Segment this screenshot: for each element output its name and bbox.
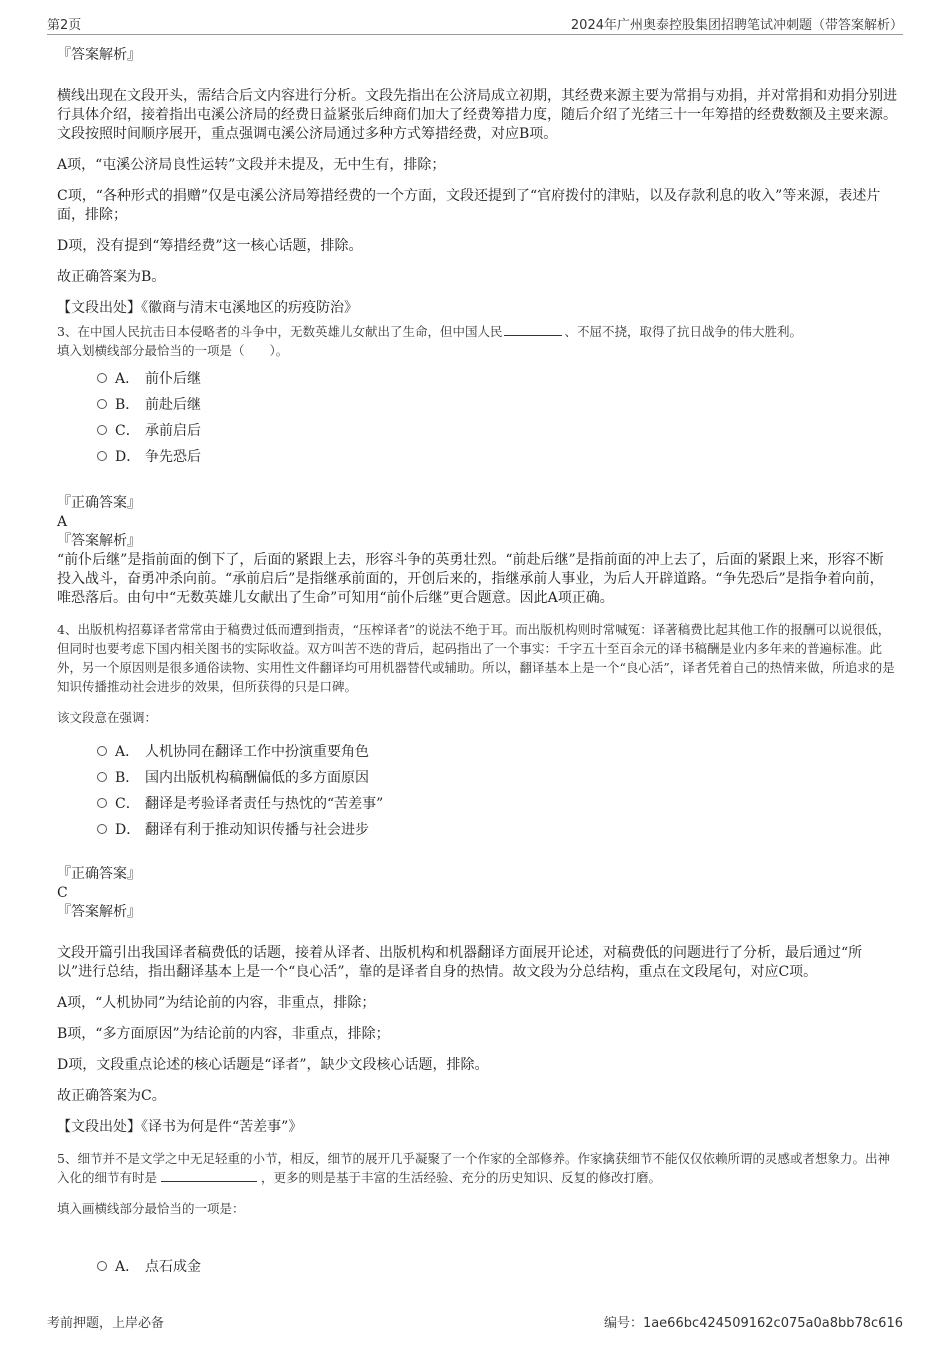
q3-answer: A <box>57 514 68 530</box>
q4-option-c[interactable]: C． 翻译是考验译者责任与热忱的“苦差事” <box>97 791 897 817</box>
q5-instruction: 填入画横线部分最恰当的一项是： <box>57 1201 245 1216</box>
q4-stem: 4、出版机构招募译者常常由于稿费过低而遭到指责，“压榨译者”的说法不绝于耳。而出版机构则时常喊冤：译著稿费比起其他工作的报酬可以说很低，但同时也要考虑下国内相关图书的实际收益。双方叫苦不迭的背后，起码指出了一个事实：千字五十至百余元的译书稿酬是业内多年来的普遍标准。此外，另一个原因则是很多通俗读物、实用性文件翻译均可用机器替代或辅助。所以，翻译基本上是一个“良心活”，译者凭着自己的热情来做，所追求的是知识传播推动社会进步的效果，但所获得的只是口碑。 <box>57 622 895 694</box>
q3-stem: 3、在中国人民抗击日本侵略者的斗争中，无数英雄儿女献出了生命，但中国人民 、不屈不挠，取得了抗日战争的伟大胜利。 <box>57 324 802 339</box>
page-content <box>57 46 897 1280</box>
q2-analysis-p5: 故正确答案为B。 <box>57 269 166 285</box>
q2-analysis-p2: A项，“屯溪公济局良性运转”文段并未提及，无中生有，排除； <box>57 157 446 173</box>
radio-icon[interactable] <box>97 772 107 782</box>
q3-option-d[interactable]: D． 争先恐后 <box>97 444 897 470</box>
radio-icon[interactable] <box>97 399 107 409</box>
q4-option-d[interactable]: D． 翻译有利于推动知识传播与社会进步 <box>97 817 897 843</box>
q3-option-b[interactable]: B． 前赴后继 <box>97 392 897 418</box>
q3-instruction: 填入划横线部分最恰当的一项是（ ）。 <box>57 343 289 358</box>
radio-icon[interactable] <box>97 451 107 461</box>
fill-blank <box>161 1169 257 1182</box>
q2-analysis-p4: D项，没有提到“筹措经费”这一核心话题，排除。 <box>57 238 363 254</box>
q4-answer: C <box>57 885 68 901</box>
page-header <box>47 14 903 35</box>
radio-icon[interactable] <box>97 746 107 756</box>
q3-analysis-label: 『答案解析』 <box>57 533 141 549</box>
footer-serial: 编号：1ae66bc424509162c075a0a8bb78c616 <box>603 1316 903 1331</box>
footer-slogan: 考前押题，上岸必备 <box>47 1316 165 1331</box>
radio-icon[interactable] <box>97 1261 107 1271</box>
q4-analysis-p4: D项，文段重点论述的核心话题是“译者”，缺少文段核心话题，排除。 <box>57 1057 489 1073</box>
q2-source: 【文段出处】《徽商与清末屯溪地区的疠疫防治》 <box>57 300 358 316</box>
q4-instruction: 该文段意在强调： <box>57 710 158 725</box>
radio-icon[interactable] <box>97 373 107 383</box>
fill-blank <box>504 323 562 336</box>
q4-analysis-p1: 文段开篇引出我国译者稿费低的话题，接着从译者、出版机构和机器翻译方面展开论述，对稿费低的问题进行了分析，最后通过“所以”进行总结，指出翻译基本上是一个“良心活”，靠的是译者自身的热情。故文段为分总结构，重点在文段尾句，对应C项。 <box>57 945 863 980</box>
q4-analysis-p3: B项，“多方面原因”为结论前的内容，非重点，排除； <box>57 1026 390 1042</box>
q4-analysis-p2: A项，“人机协同”为结论前的内容，非重点，排除； <box>57 995 376 1011</box>
radio-icon[interactable] <box>97 425 107 435</box>
q2-analysis-label: 『答案解析』 <box>57 47 141 63</box>
q4-option-a[interactable]: A． 人机协同在翻译工作中扮演重要角色 <box>97 739 897 765</box>
q3-option-c[interactable]: C． 承前启后 <box>97 418 897 444</box>
radio-icon[interactable] <box>97 798 107 808</box>
q4-analysis-label: 『答案解析』 <box>57 904 141 920</box>
q5-stem: 5、细节并不是文学之中无足轻重的小节，相反，细节的展开几乎凝聚了一个作家的全部修养。作家擒获细节不能仅仅依赖所谓的灵感或者想象力。出神入化的细节有时是 ，更多的则是基于丰富的生活经验、充分的历史知识、反复的修改打磨。 <box>57 1151 890 1185</box>
q3-option-a[interactable]: A． 前仆后继 <box>97 366 897 392</box>
page-number: 第2页 <box>47 18 82 33</box>
q2-analysis-p3: C项，“各种形式的捐赠”仅是屯溪公济局筹措经费的一个方面，文段还提到了“官府拨付的津贴，以及存款利息的收入”等来源，表述片面，排除； <box>57 188 881 223</box>
q4-source: 【文段出处】《译书为何是件“苦差事”》 <box>57 1119 303 1135</box>
q3-analysis: “前仆后继”是指前面的倒下了，后面的紧跟上去，形容斗争的英勇壮烈。“前赴后继”是指前面的冲上去了，后面的紧跟上来，形容不断投入战斗，奋勇冲杀向前。“承前启后”是指继承前面的，开创后来的，指继承前人事业，为后人开辟道路。“争先恐后”是指争着向前，唯恐落后。由句中“无数英雄儿女献出了生命”可知用“前仆后继”更合题意。因此A项正确。 <box>57 552 884 606</box>
q5-options <box>97 1254 897 1280</box>
radio-icon[interactable] <box>97 824 107 834</box>
q4-answer-label: 『正确答案』 <box>57 866 141 882</box>
q5-option-a[interactable]: A． 点石成金 <box>97 1254 897 1280</box>
q2-analysis-p1: 横线出现在文段开头，需结合后文内容进行分析。文段先指出在公济局成立初期，其经费来源主要为常捐与劝捐，并对常捐和劝捐分别进行具体介绍，接着指出屯溪公济局的经费日益紧张后绅商们加大了经费筹措力度，随后介绍了光绪三十一年筹措的经费数额及主要来源。文段按照时间顺序展开，重点强调屯溪公济局通过多种方式筹措经费，对应B项。 <box>57 88 897 142</box>
q4-option-b[interactable]: B． 国内出版机构稿酬偏低的多方面原因 <box>97 765 897 791</box>
q4-analysis-p5: 故正确答案为C。 <box>57 1088 166 1104</box>
q3-options <box>97 366 897 470</box>
q3-answer-label: 『正确答案』 <box>57 495 141 511</box>
document-title: 2024年广州奥泰控股集团招聘笔试冲刺题（带答案解析） <box>570 18 903 33</box>
q4-options <box>97 739 897 843</box>
